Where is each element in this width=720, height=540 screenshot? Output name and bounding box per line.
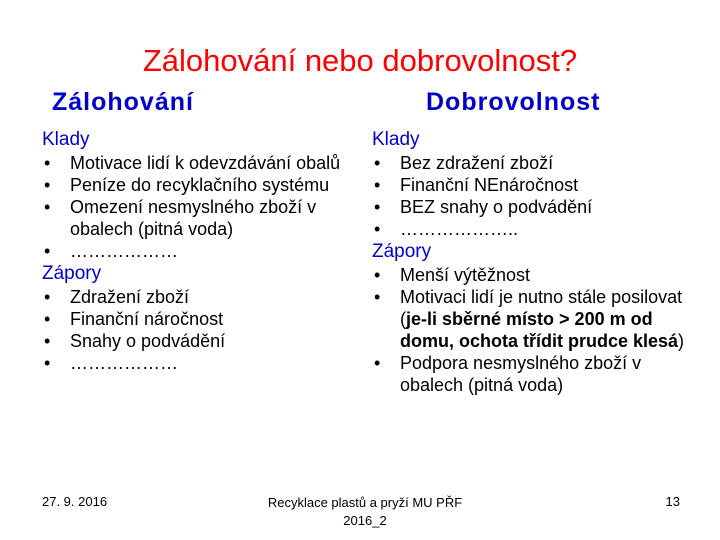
list-item: • Menší výtěžnost	[374, 265, 531, 285]
page-number: 13	[665, 494, 680, 509]
bullet-icon: •	[374, 175, 381, 195]
list-item: • Zdražení zboží	[44, 287, 190, 307]
list-item: • Snahy o podvádění	[44, 331, 226, 351]
list-item: • Finanční NEnáročnost	[374, 175, 579, 195]
right-zapory-label: Zápory	[372, 241, 432, 262]
left-column	[42, 128, 352, 374]
left-klady-label: Klady	[42, 129, 90, 150]
bullet-icon: •	[44, 175, 51, 195]
bullet-icon: •	[44, 331, 51, 351]
footer-course: Recyklace plastů a pryží MU PŘF 2016_2	[267, 495, 463, 528]
list-item: • Podpora nesmyslného zboží v obalech (pitná voda)	[374, 353, 642, 395]
bullet-icon: •	[374, 219, 381, 239]
list-item: • ………………	[44, 241, 178, 261]
bullet-icon: •	[44, 241, 51, 261]
right-zapory-list	[372, 264, 692, 396]
heading-zalohovani: Zálohování	[52, 88, 194, 116]
list-item: • Peníze do recyklačního systému	[44, 175, 330, 195]
footer-date: 27. 9. 2016	[42, 494, 108, 509]
list-item: • ………………..	[374, 219, 519, 239]
motivation-bold-text: je-li sběrné místo > 200 m od domu, ochota třídit prudce klesá	[400, 309, 679, 351]
left-zapory-list	[42, 286, 352, 374]
list-item: • Finanční náročnost	[44, 309, 224, 329]
list-item: • Motivaci lidí je nutno stále posilovat (je-li sběrné místo > 200 m od domu, ochota třídit prudce klesá)	[374, 287, 685, 351]
list-item: • ………………	[44, 353, 178, 373]
bullet-icon: •	[374, 287, 381, 307]
list-item: • Motivace lidí k odevzdávání obalů	[44, 153, 341, 173]
bullet-icon: •	[44, 153, 51, 173]
bullet-icon: •	[374, 353, 381, 373]
list-item: • Bez zdražení zboží	[374, 153, 554, 173]
bullet-icon: •	[44, 287, 51, 307]
heading-dobrovolnost: Dobrovolnost	[426, 88, 601, 116]
list-item: • Omezení nesmyslného zboží v obalech (pitná voda)	[44, 197, 317, 239]
bullet-icon: •	[374, 265, 381, 285]
left-zapory-label: Zápory	[42, 263, 102, 284]
slide-title: Zálohování nebo dobrovolnost?	[142, 43, 578, 78]
bullet-icon: •	[44, 309, 51, 329]
bullet-icon: •	[374, 197, 381, 217]
list-item: • BEZ snahy o podvádění	[374, 197, 593, 217]
bullet-icon: •	[374, 153, 381, 173]
bullet-icon: •	[44, 197, 51, 217]
right-klady-list	[372, 152, 692, 240]
right-klady-label: Klady	[372, 129, 420, 150]
right-column	[372, 128, 692, 396]
bullet-icon: •	[44, 353, 51, 373]
left-klady-list	[42, 152, 352, 262]
